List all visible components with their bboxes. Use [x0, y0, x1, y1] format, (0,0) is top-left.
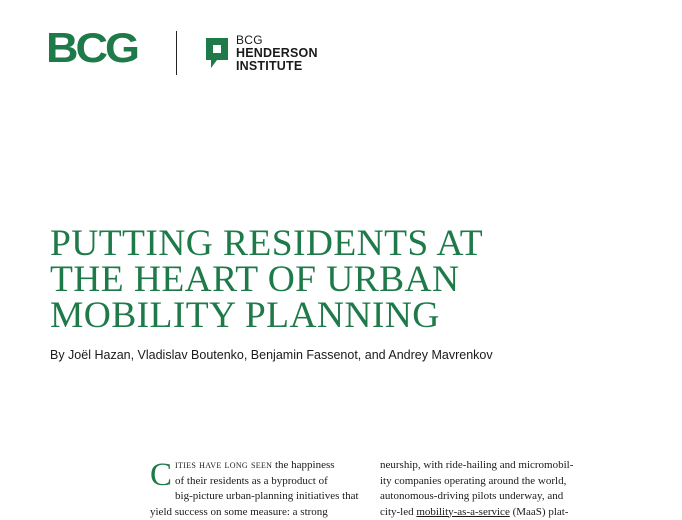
lead-in-rest: the happiness — [272, 459, 334, 471]
body-line: neurship, with ride-hailing and micromobil- — [380, 458, 605, 474]
bcg-logo: BCG — [46, 27, 137, 68]
body-column-right — [380, 458, 605, 520]
maas-link[interactable]: mobility-as-a-service — [416, 506, 509, 518]
body-line: yield success on some measure: a strong — [150, 505, 375, 520]
body-text: city-led — [380, 506, 416, 518]
page-title — [50, 226, 650, 334]
body-text: (MaaS) plat- — [510, 506, 569, 518]
body-line: of their residents as a byproduct of — [150, 474, 375, 490]
institute-line-3: INSTITUTE — [236, 60, 318, 73]
institute-line-1: BCG — [236, 34, 318, 47]
body-column-left — [150, 458, 375, 520]
title-line-3: MOBILITY PLANNING — [50, 298, 650, 334]
speech-bubble-icon — [204, 36, 230, 70]
body-line: autonomous-driving pilots underway, and — [380, 489, 605, 505]
author-byline: By Joël Hazan, Vladislav Boutenko, Benjamin Fassenot, and Andrey Mavrenkov — [50, 348, 493, 362]
henderson-institute-logo — [236, 34, 318, 73]
body-line: ity companies operating around the world, — [380, 474, 605, 490]
institute-line-2: HENDERSON — [236, 47, 318, 60]
body-line: big-picture urban-planning initiatives that — [150, 489, 375, 505]
title-line-2: THE HEART OF URBAN — [50, 262, 650, 298]
body-line — [150, 458, 375, 474]
title-line-1: PUTTING RESIDENTS AT — [50, 226, 650, 262]
drop-cap: C — [150, 460, 172, 490]
lead-in-smallcaps: ities have long seen — [175, 459, 272, 471]
logo-divider — [176, 31, 177, 75]
